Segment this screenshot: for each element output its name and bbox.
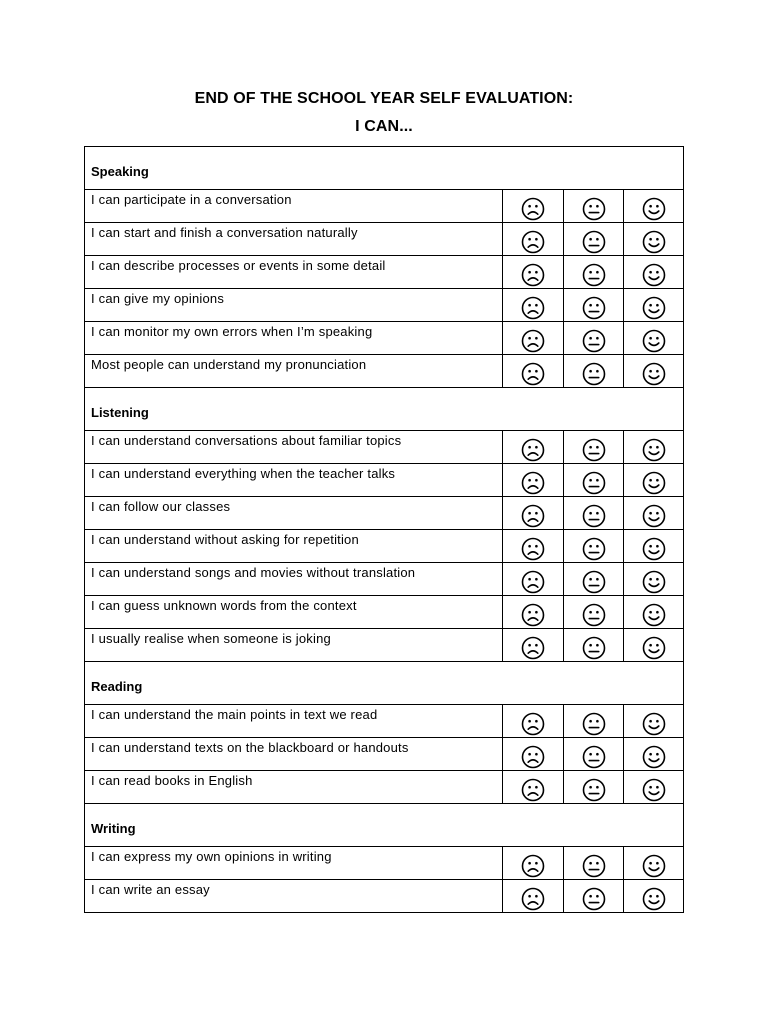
section-heading-speaking: Speaking [91,163,149,179]
rating-option-neutral-face[interactable] [564,289,624,322]
rating-option-sad-face[interactable] [503,847,564,880]
neutral-face-icon [564,778,623,802]
table-row [85,289,684,322]
sad-face-icon [503,263,563,287]
neutral-face-icon [564,537,623,561]
section-heading-listening: Listening [91,404,149,420]
rating-option-sad-face[interactable] [503,464,564,497]
rating-option-happy-face[interactable] [624,497,684,530]
neutral-face-icon [564,230,623,254]
document-title: END OF THE SCHOOL YEAR SELF EVALUATION: [194,90,574,107]
neutral-face-icon [564,471,623,495]
rating-option-neutral-face[interactable] [564,497,624,530]
section-header-row [85,147,684,190]
sad-face-icon [503,329,563,353]
neutral-face-icon [564,197,623,221]
rating-option-happy-face[interactable] [624,596,684,629]
statement-cell [85,431,503,464]
table-row [85,738,684,771]
statement-cell [85,705,503,738]
rating-option-sad-face[interactable] [503,223,564,256]
rating-option-happy-face[interactable] [624,322,684,355]
statement-cell [85,223,503,256]
statement-cell [85,847,503,880]
table-row [85,223,684,256]
happy-face-icon [624,504,683,528]
table-row [85,847,684,880]
happy-face-icon [624,778,683,802]
rating-option-neutral-face[interactable] [564,705,624,738]
rating-option-neutral-face[interactable] [564,738,624,771]
neutral-face-icon [564,712,623,736]
statement-text: I can understand the main points in text we read [91,707,378,722]
happy-face-icon [624,854,683,878]
neutral-face-icon [564,329,623,353]
section-header-cell [85,388,684,431]
neutral-face-icon [564,296,623,320]
rating-option-neutral-face[interactable] [564,596,624,629]
table-row [85,497,684,530]
happy-face-icon [624,438,683,462]
sad-face-icon [503,570,563,594]
neutral-face-icon [564,745,623,769]
statement-cell [85,563,503,596]
rating-option-neutral-face[interactable] [564,629,624,662]
rating-option-neutral-face[interactable] [564,256,624,289]
statement-cell [85,771,503,804]
happy-face-icon [624,887,683,911]
statement-text: I can read books in English [91,773,253,788]
table-row [85,771,684,804]
happy-face-icon [624,263,683,287]
neutral-face-icon [564,504,623,528]
statement-text: I can understand without asking for repetition [91,532,359,547]
happy-face-icon [624,296,683,320]
sad-face-icon [503,438,563,462]
sad-face-icon [503,887,563,911]
rating-option-happy-face[interactable] [624,464,684,497]
rating-option-neutral-face[interactable] [564,355,624,388]
rating-option-happy-face[interactable] [624,771,684,804]
statement-text: I can express my own opinions in writing [91,849,332,864]
rating-option-neutral-face[interactable] [564,464,624,497]
table-row [85,431,684,464]
statement-cell [85,289,503,322]
rating-option-happy-face[interactable] [624,289,684,322]
rating-option-neutral-face[interactable] [564,223,624,256]
rating-option-sad-face[interactable] [503,530,564,563]
sad-face-icon [503,230,563,254]
statement-cell [85,530,503,563]
rating-option-happy-face[interactable] [624,563,684,596]
sad-face-icon [503,712,563,736]
rating-option-happy-face[interactable] [624,880,684,913]
rating-option-sad-face[interactable] [503,256,564,289]
section-header-row [85,662,684,705]
section-header-cell [85,662,684,705]
statement-text: I can participate in a conversation [91,192,292,207]
statement-text: I can monitor my own errors when I’m speaking [91,324,373,339]
statement-text: I usually realise when someone is joking [91,631,331,646]
happy-face-icon [624,745,683,769]
rating-option-sad-face[interactable] [503,355,564,388]
statement-cell [85,629,503,662]
rating-option-neutral-face[interactable] [564,771,624,804]
sad-face-icon [503,537,563,561]
sad-face-icon [503,504,563,528]
rating-option-sad-face[interactable] [503,596,564,629]
rating-option-happy-face[interactable] [624,256,684,289]
table-row [85,322,684,355]
sad-face-icon [503,854,563,878]
rating-option-sad-face[interactable] [503,190,564,223]
happy-face-icon [624,570,683,594]
statement-text: I can describe processes or events in some detail [91,258,386,273]
statement-cell [85,256,503,289]
rating-option-happy-face[interactable] [624,738,684,771]
rating-option-neutral-face[interactable] [564,563,624,596]
rating-option-sad-face[interactable] [503,322,564,355]
rating-option-neutral-face[interactable] [564,880,624,913]
table-row [85,880,684,913]
section-heading-reading: Reading [91,678,143,694]
neutral-face-icon [564,854,623,878]
neutral-face-icon [564,362,623,386]
happy-face-icon [624,603,683,627]
happy-face-icon [624,636,683,660]
statement-text: I can understand everything when the teacher talks [91,466,396,481]
sad-face-icon [503,296,563,320]
statement-cell [85,355,503,388]
rating-option-sad-face[interactable] [503,289,564,322]
rating-option-happy-face[interactable] [624,530,684,563]
statement-cell [85,322,503,355]
statement-text: I can write an essay [91,882,210,897]
rating-option-neutral-face[interactable] [564,322,624,355]
section-header-row [85,804,684,847]
statement-text: I can understand conversations about familiar topics [91,433,402,448]
neutral-face-icon [564,570,623,594]
rating-option-neutral-face[interactable] [564,431,624,464]
happy-face-icon [624,712,683,736]
statement-cell [85,190,503,223]
statement-cell [85,497,503,530]
table-row [85,563,684,596]
neutral-face-icon [564,263,623,287]
rating-option-sad-face[interactable] [503,771,564,804]
rating-option-happy-face[interactable] [624,190,684,223]
statement-text: I can follow our classes [91,499,231,514]
statement-text: I can start and finish a conversation naturally [91,225,358,240]
rating-option-neutral-face[interactable] [564,847,624,880]
sad-face-icon [503,362,563,386]
neutral-face-icon [564,887,623,911]
self-evaluation-table [84,146,684,913]
neutral-face-icon [564,438,623,462]
neutral-face-icon [564,636,623,660]
sad-face-icon [503,603,563,627]
section-heading-writing: Writing [91,820,136,836]
statement-cell [85,596,503,629]
rating-option-happy-face[interactable] [624,431,684,464]
table-row [85,256,684,289]
statement-text: I can understand songs and movies without translation [91,565,416,580]
rating-option-sad-face[interactable] [503,738,564,771]
rating-option-happy-face[interactable] [624,355,684,388]
happy-face-icon [624,362,683,386]
table-row [85,190,684,223]
statement-text: Most people can understand my pronunciation [91,357,367,372]
sad-face-icon [503,636,563,660]
statement-cell [85,738,503,771]
sad-face-icon [503,197,563,221]
happy-face-icon [624,329,683,353]
document-subtitle: I CAN... [355,118,413,135]
happy-face-icon [624,230,683,254]
neutral-face-icon [564,603,623,627]
happy-face-icon [624,471,683,495]
sad-face-icon [503,471,563,495]
sad-face-icon [503,778,563,802]
statement-cell [85,880,503,913]
statement-text: I can give my opinions [91,291,225,306]
rating-option-sad-face[interactable] [503,629,564,662]
happy-face-icon [624,537,683,561]
section-header-row [85,388,684,431]
rating-option-sad-face[interactable] [503,880,564,913]
table-row [85,530,684,563]
table-row [85,596,684,629]
sad-face-icon [503,745,563,769]
section-header-cell [85,804,684,847]
happy-face-icon [624,197,683,221]
rating-option-happy-face[interactable] [624,223,684,256]
rating-option-happy-face[interactable] [624,847,684,880]
table-row [85,705,684,738]
rating-option-sad-face[interactable] [503,563,564,596]
table-row [85,464,684,497]
rating-option-neutral-face[interactable] [564,190,624,223]
table-row [85,629,684,662]
statement-text: I can understand texts on the blackboard or handouts [91,740,409,755]
rating-option-sad-face[interactable] [503,705,564,738]
table-row [85,355,684,388]
statement-cell [85,464,503,497]
rating-option-sad-face[interactable] [503,431,564,464]
section-header-cell [85,147,684,190]
rating-option-happy-face[interactable] [624,705,684,738]
rating-option-sad-face[interactable] [503,497,564,530]
rating-option-happy-face[interactable] [624,629,684,662]
rating-option-neutral-face[interactable] [564,530,624,563]
statement-text: I can guess unknown words from the context [91,598,357,613]
